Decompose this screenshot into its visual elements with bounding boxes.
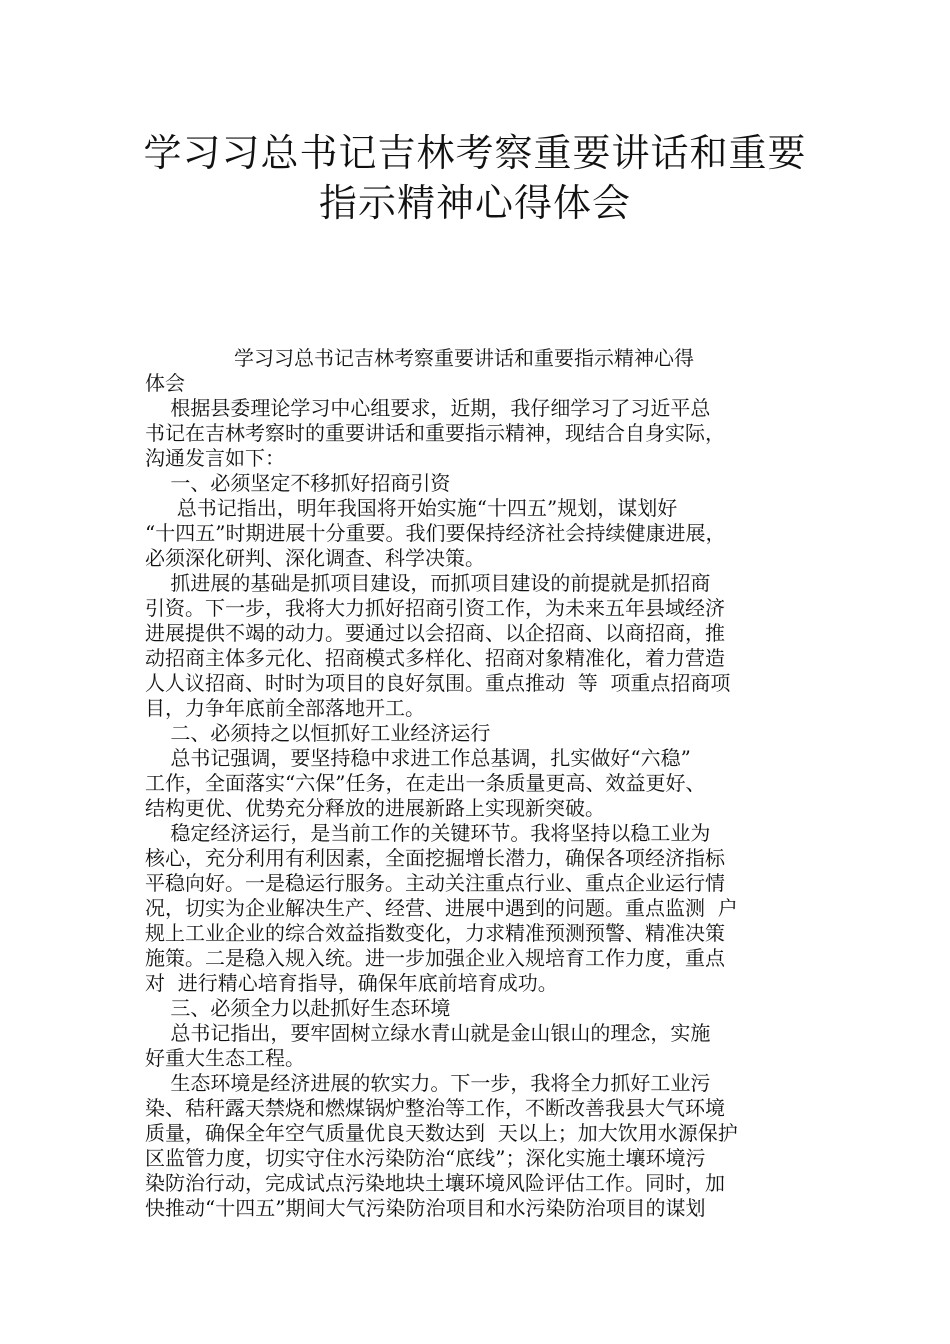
section-heading: 一、必须坚定不移抓好招商引资 <box>145 471 451 495</box>
body-line: 好重大生态工程。 <box>145 1046 305 1070</box>
body-line: 核心，充分利用有利因素，全面挖掘增长潜力，确保各项经济指标 <box>145 846 725 870</box>
body-line: 目，力争年底前全部落地开工。 <box>145 696 425 720</box>
body-line: 对 进行精心培育指导，确保年底前培育成功。 <box>145 971 558 995</box>
body-line: 总书记指出，要牢固树立绿水青山就是金山银山的理念，实施 <box>145 1021 711 1045</box>
document-body <box>145 346 815 1221</box>
body-line: “十四五”时期进展十分重要。我们要保持经济社会持续健康进展， <box>145 521 726 545</box>
body-line: 质量，确保全年空气质量优良天数达到 天以上；加大饮用水源保护 <box>145 1121 738 1145</box>
body-line: 抓进展的基础是抓项目建设，而抓项目建设的前提就是抓招商 <box>145 571 711 595</box>
body-line: 规上工业企业的综合效益指数变化，力求精准预测预警、精准决策 <box>145 921 725 945</box>
body-line: 必须深化研判、深化调查、科学决策。 <box>145 546 485 570</box>
section-heading: 三、必须全力以赴抓好生态环境 <box>145 996 451 1020</box>
body-line: 体会 <box>145 371 185 395</box>
body-line: 引资。下一步，我将大力抓好招商引资工作，为未来五年县域经济 <box>145 596 725 620</box>
body-line: 学习习总书记吉林考察重要讲话和重要指示精神心得 <box>145 346 695 370</box>
body-line: 染防治行动，完成试点污染地块土壤环境风险评估工作。同时，加 <box>145 1171 725 1195</box>
body-line: 平稳向好。一是稳运行服务。主动关注重点行业、重点企业运行情 <box>145 871 725 895</box>
body-line: 生态环境是经济进展的软实力。下一步，我将全力抓好工业污 <box>145 1071 711 1095</box>
body-line: 结构更优、优势充分释放的进展新路上实现新突破。 <box>145 796 605 820</box>
document-title <box>100 128 850 228</box>
body-line: 总书记强调，要坚持稳中求进工作总基调，扎实做好“六稳” <box>145 746 691 770</box>
title-line-2: 指示精神心得体会 <box>318 181 631 225</box>
body-line: 人人议招商、时时为项目的良好氛围。重点推动 等 项重点招商项 <box>145 671 731 695</box>
body-line: 染、秸秆露天禁烧和燃煤锅炉整治等工作，不断改善我县大气环境 <box>145 1096 725 1120</box>
body-line: 快推动“十四五”期间大气污染防治项目和水污染防治项目的谋划 <box>145 1196 706 1220</box>
body-line: 工作，全面落实“六保”任务，在走出一条质量更高、效益更好、 <box>145 771 706 795</box>
section-heading: 二、必须持之以恒抓好工业经济运行 <box>145 721 491 745</box>
body-line: 总书记指出，明年我国将开始实施“十四五”规划，谋划好 <box>145 496 678 520</box>
body-line: 况，切实为企业解决生产、经营、进展中遇到的问题。重点监测 户 <box>145 896 738 920</box>
body-line: 沟通发言如下： <box>145 446 285 470</box>
body-line: 施策。二是稳入规入统。进一步加强企业入规培育工作力度，重点 <box>145 946 725 970</box>
body-line: 稳定经济运行，是当前工作的关键环节。我将坚持以稳工业为 <box>145 821 711 845</box>
body-line: 动招商主体多元化、招商模式多样化、招商对象精准化，着力营造 <box>145 646 725 670</box>
body-line: 书记在吉林考察时的重要讲话和重要指示精神，现结合自身实际， <box>145 421 725 445</box>
body-line: 区监管力度，切实守住水污染防治“底线”；深化实施土壤环境污 <box>145 1146 706 1170</box>
body-line: 进展提供不竭的动力。要通过以会招商、以企招商、以商招商，推 <box>145 621 725 645</box>
body-line: 根据县委理论学习中心组要求，近期，我仔细学习了习近平总 <box>145 396 711 420</box>
title-line-1: 学习习总书记吉林考察重要讲话和重要 <box>143 131 807 175</box>
